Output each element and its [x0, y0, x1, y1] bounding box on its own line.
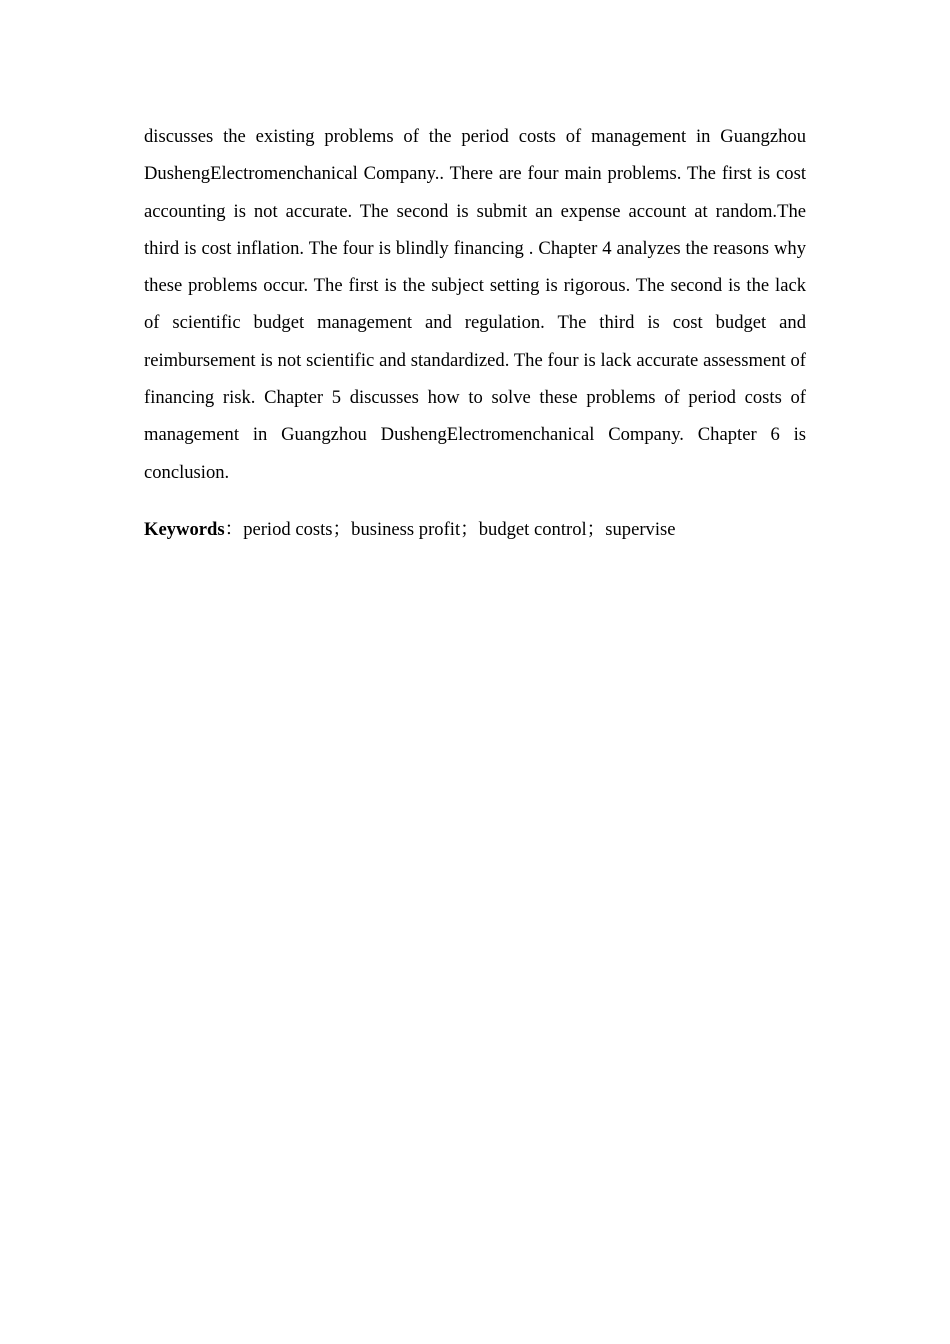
keyword-separator: ； [332, 518, 352, 540]
keywords-line [144, 511, 806, 548]
keywords-label: Keywords [144, 518, 225, 540]
abstract-paragraph: discusses the existing problems of the period costs of management in Guangzhou DushengElectromenchanical Company.. There are four main problems. The first is cost accounting is not accurate. The second is submit an expense account at random.The third is cost inflation. The four is blindly financing . Chapter 4 analyzes the reasons why these problems occur. The first is the subject setting is rigorous. The second is the lack of scientific budget management and regulation. The third is cost budget and reimbursement is not scientific and standardized. The four is lack accurate assessment of financing risk. Chapter 5 discusses how to solve these problems of period costs of management in Guangzhou DushengElectromenchanical Company. Chapter 6 is conclusion. [144, 126, 806, 483]
keyword-separator: ； [586, 518, 606, 540]
keyword-item: period costs [243, 518, 333, 540]
keyword-item: supervise [605, 518, 676, 540]
keyword-item: budget control [478, 518, 587, 540]
keywords-label-separator: ： [224, 518, 244, 540]
keyword-item: business profit [351, 518, 461, 540]
keyword-separator: ； [460, 518, 479, 540]
page-content [144, 118, 806, 548]
